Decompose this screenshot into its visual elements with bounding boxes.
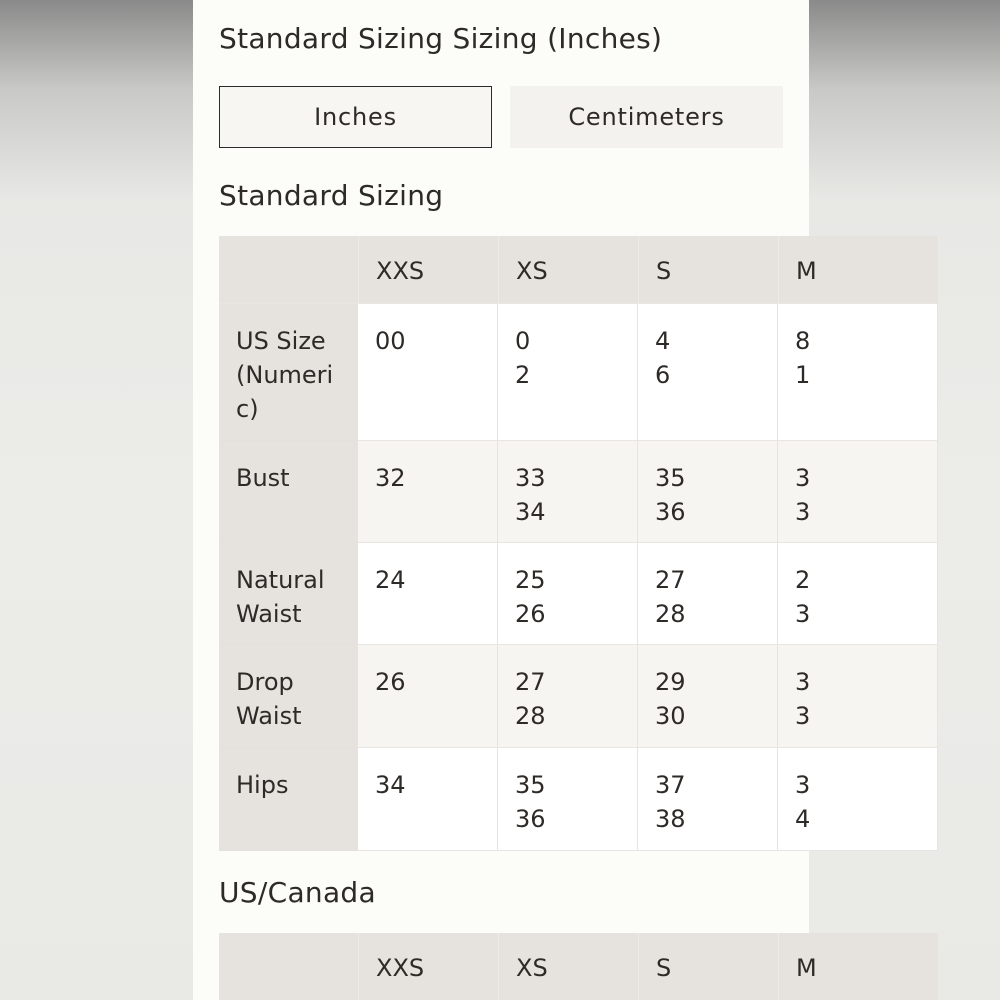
table-cell: 27 28 (498, 645, 638, 748)
table-header-cell: XS (499, 933, 639, 1000)
table-cell: 35 36 (498, 748, 638, 851)
table-row (219, 748, 938, 851)
table-header-row (219, 236, 939, 304)
table-header-cell: M (779, 933, 939, 1000)
table-row (219, 645, 938, 748)
page-title: Standard Sizing Sizing (Inches) (219, 22, 663, 55)
table-cell: 8 1 (778, 304, 938, 441)
table-header-cell (219, 236, 359, 304)
table-cell: 32 (358, 441, 498, 543)
row-label: Natural Waist (219, 543, 358, 645)
table-cell: 2 3 (778, 543, 938, 645)
table-header-row (219, 933, 939, 1000)
table-cell: 3 3 (778, 441, 938, 543)
inches-toggle-button[interactable]: Inches (219, 86, 492, 148)
table-cell: 35 36 (638, 441, 778, 543)
table-row (219, 543, 938, 645)
table-header-cell: XXS (359, 933, 499, 1000)
row-label: Drop Waist (219, 645, 358, 748)
table-cell: 37 38 (638, 748, 778, 851)
row-label: Bust (219, 441, 358, 543)
table-cell: 34 (358, 748, 498, 851)
table-header-cell: S (639, 236, 779, 304)
table-header-cell: S (639, 933, 779, 1000)
standard-sizing-heading: Standard Sizing (219, 179, 444, 212)
background-left (0, 0, 193, 1000)
table-cell: 33 34 (498, 441, 638, 543)
table-header-cell: XS (499, 236, 639, 304)
table-header-cell: XXS (359, 236, 499, 304)
table-cell: 26 (358, 645, 498, 748)
table-header-cell (219, 933, 359, 1000)
centimeters-toggle-button[interactable]: Centimeters (510, 86, 783, 148)
table-cell: 29 30 (638, 645, 778, 748)
table-cell: 4 6 (638, 304, 778, 441)
size-chart-panel (193, 0, 817, 1000)
table-cell: 3 3 (778, 645, 938, 748)
table-row (219, 304, 938, 441)
table-cell: 24 (358, 543, 498, 645)
table-cell: 0 2 (498, 304, 638, 441)
row-label: Hips (219, 748, 358, 851)
table-cell: 25 26 (498, 543, 638, 645)
table-row (219, 441, 938, 543)
table-cell: 3 4 (778, 748, 938, 851)
table-cell: 00 (358, 304, 498, 441)
table-header-cell: M (779, 236, 939, 304)
us-canada-heading: US/Canada (219, 876, 376, 909)
table-cell: 27 28 (638, 543, 778, 645)
row-label: US Size (Numeri c) (219, 304, 358, 441)
